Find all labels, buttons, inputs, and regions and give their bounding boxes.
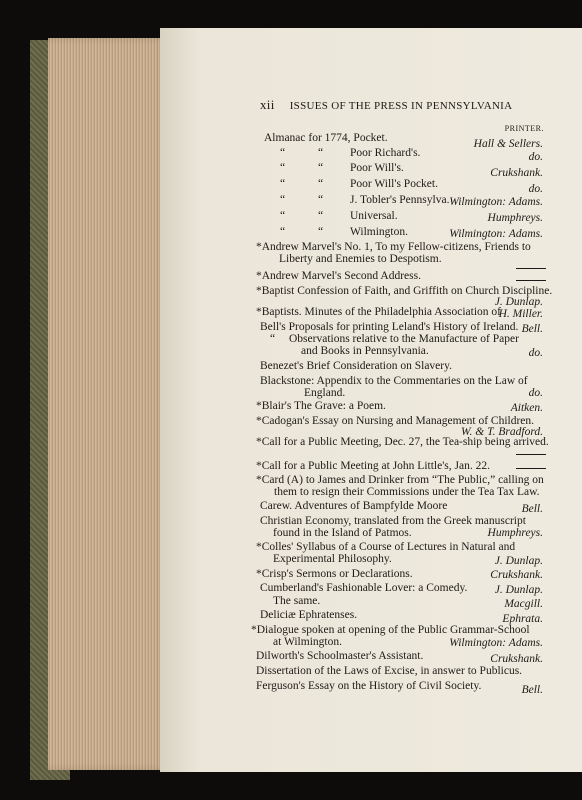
- blank-printer-rule: [516, 280, 546, 281]
- book-page: xii ISSUES OF THE PRESS IN PENNSYLVANIA PRINTER. Almanac for 1774, Pocket. Hall & Sellers. “ “ Poor Richard's. do. “ “ Poor Will's. Crukshank. “ “ Poor Will's Pocket. do. “ “ J. Tobler's Pennsylva. Wilmington: Adams. “ “ Universal. Humphreys. “ “ Wilmington. Wilmington: Adams. *Andrew Marvel's No. 1, To my Fellow-citizens, Friends to Liberty and Enemies to Despotism. *Andrew Marvel's Second Address. *Baptist Confession of Faith, and Griffith on Church Discipline. J. Dunlap. *Baptists. Minutes of the Philadelphia Association of H. Miller. Bell's Proposals for printing Leland's History of Ireland. Bell. “ Observations relative to the Manufacture of Paper and Books in Pennsylvania. do. Benezet's Brief Consideration on Slavery. Blackstone: Appendix to the Commentaries on the Law of England. do. *Blair's The Grave: a Poem. Aitken. *Cadogan's Essay on Nursing and Management of Children. W. & T. Bradford. *Call for a Public Meeting, Dec. 27, the Tea-ship being arrived. *Call for a Public Meeting at John Little's, Jan. 22. *Card (A) to James and Drinker from “The Public,” calling on them to resign their Commissions under the Tea Tax Law. Carew. Adventures of Bampfylde Moore Bell. Christian Economy, translated from the Greek manuscript found in the Island of Patmos. Humphreys. *Colles' Syllabus of a Course of Lectures in Natural and Experimental Philosophy. J. Dunlap. *Crisp's Sermons or Declarations. Crukshank. Cumberland's Fashionable Lover: a Comedy. J. Dunlap. The same. Macgill. Deliciæ Ephratenses. Ephrata. *Dialogue spoken at opening of the Public Grammar-School at Wilmington. Wilmington: Adams. Dilworth's Schoolmaster's Assistant. Crukshank. Dissertation of the Laws of Excise, in answer to Publicus. Ferguson's Essay on the History of Civil Society. Bell.: [160, 28, 582, 772]
- printer-column-heading: PRINTER.: [504, 124, 544, 133]
- page-number: xii: [260, 97, 275, 112]
- running-title: ISSUES OF THE PRESS IN PENNSYLVANIA: [289, 100, 513, 112]
- blank-printer-rule: [516, 454, 546, 455]
- blank-printer-rule: [516, 268, 546, 269]
- running-header: [260, 97, 512, 113]
- blank-printer-rule: [516, 468, 546, 469]
- page-edges: [48, 38, 168, 770]
